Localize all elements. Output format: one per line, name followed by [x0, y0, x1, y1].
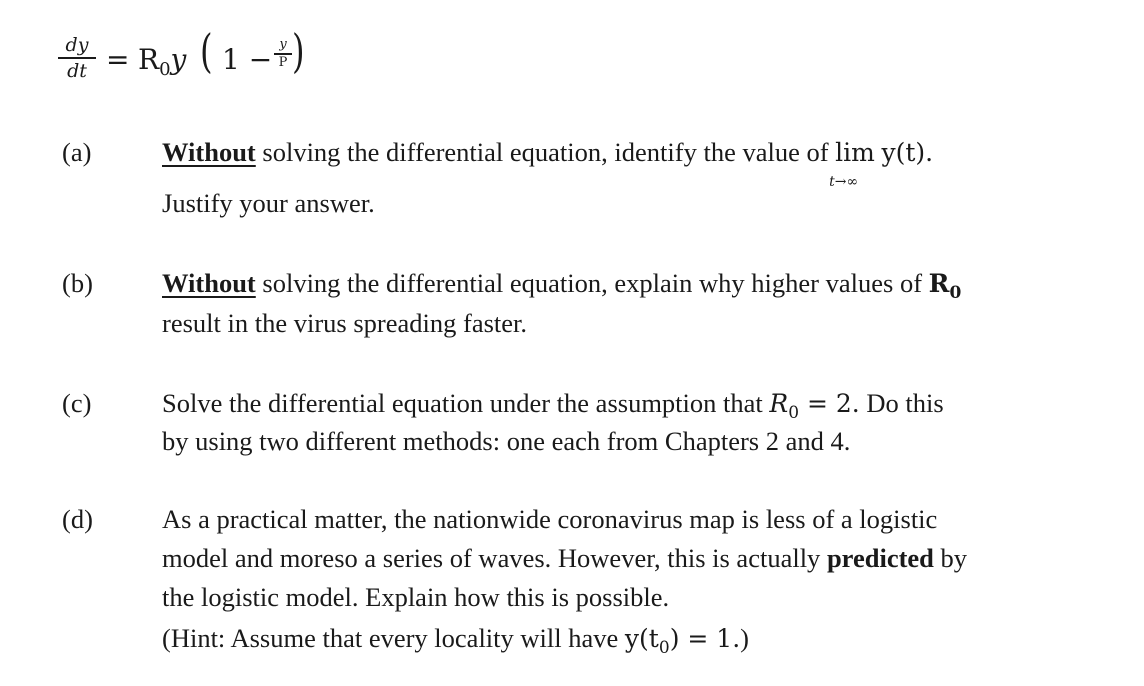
inner-numerator: y: [279, 37, 287, 52]
r-subscript: 0: [788, 403, 800, 423]
r-letter: R: [928, 269, 950, 298]
question-b-text: solving the differential equation, explain why higher values of: [255, 268, 929, 298]
one-minus: 1 −: [222, 43, 273, 76]
question-c-label: (c): [62, 388, 92, 418]
question-b-line1: [162, 264, 961, 306]
question-d-line4: [162, 619, 749, 661]
hint-subscript: 0: [658, 638, 670, 658]
question-d-text: model and moreso a series of waves. However, this is actually: [162, 543, 827, 573]
question-b-label: (b): [62, 268, 93, 298]
open-paren: (: [200, 24, 213, 78]
inner-denominator: P: [278, 54, 288, 70]
hint-text: (Hint: Assume that every locality will have: [162, 623, 625, 653]
variable-y: y: [170, 43, 187, 76]
question-d-text-after: by: [933, 543, 968, 573]
question-c-line1: [162, 384, 944, 426]
fraction-bar: [58, 57, 96, 59]
y-over-p-fraction: [274, 38, 292, 70]
limit-expression: [829, 133, 875, 190]
limit-subscript: t→∞: [829, 174, 859, 190]
question-b-emphasis: Without: [162, 268, 256, 298]
close-paren: ): [292, 24, 305, 78]
equals-sign: =: [106, 43, 130, 76]
derivative-numerator: dy: [65, 34, 89, 56]
hint-value: ) = 1.: [669, 624, 741, 653]
growth-coefficient: [138, 43, 187, 80]
question-a-emphasis: Without: [162, 137, 256, 167]
r-letter: R: [769, 389, 789, 418]
question-a-line2: Justify your answer.: [162, 188, 375, 218]
r-subscript: 0: [949, 283, 962, 303]
question-a-label: (a): [62, 137, 92, 167]
derivative-fraction: [58, 34, 96, 82]
question-c-text-after: Do this: [859, 388, 944, 418]
coef-subscript: 0: [159, 59, 171, 80]
limit-word: lim: [835, 138, 875, 167]
r-value: = 2.: [799, 389, 860, 418]
question-c-line2: by using two different methods: one each from Chapters 2 and 4.: [162, 426, 851, 456]
hint-function: y(t: [624, 624, 659, 653]
question-d-line3: the logistic model. Explain how this is possible.: [162, 582, 670, 612]
question-d-line1: As a practical matter, the nationwide coronavirus map is less of a logistic: [162, 504, 938, 534]
derivative-denominator: dt: [67, 60, 87, 82]
question-d-line2: [162, 539, 967, 577]
question-c-text: Solve the differential equation under the assumption that: [162, 388, 770, 418]
question-d-emphasis: predicted: [826, 543, 934, 573]
question-a-text: solving the differential equation, identify the value of: [255, 137, 836, 167]
question-b-line2: result in the virus spreading faster.: [162, 308, 528, 338]
coef-letter: R: [138, 43, 160, 76]
limit-function: y(t).: [881, 138, 934, 167]
hint-close: ): [740, 623, 749, 653]
question-a-line1: [162, 133, 934, 190]
question-d-label: (d): [62, 504, 93, 534]
